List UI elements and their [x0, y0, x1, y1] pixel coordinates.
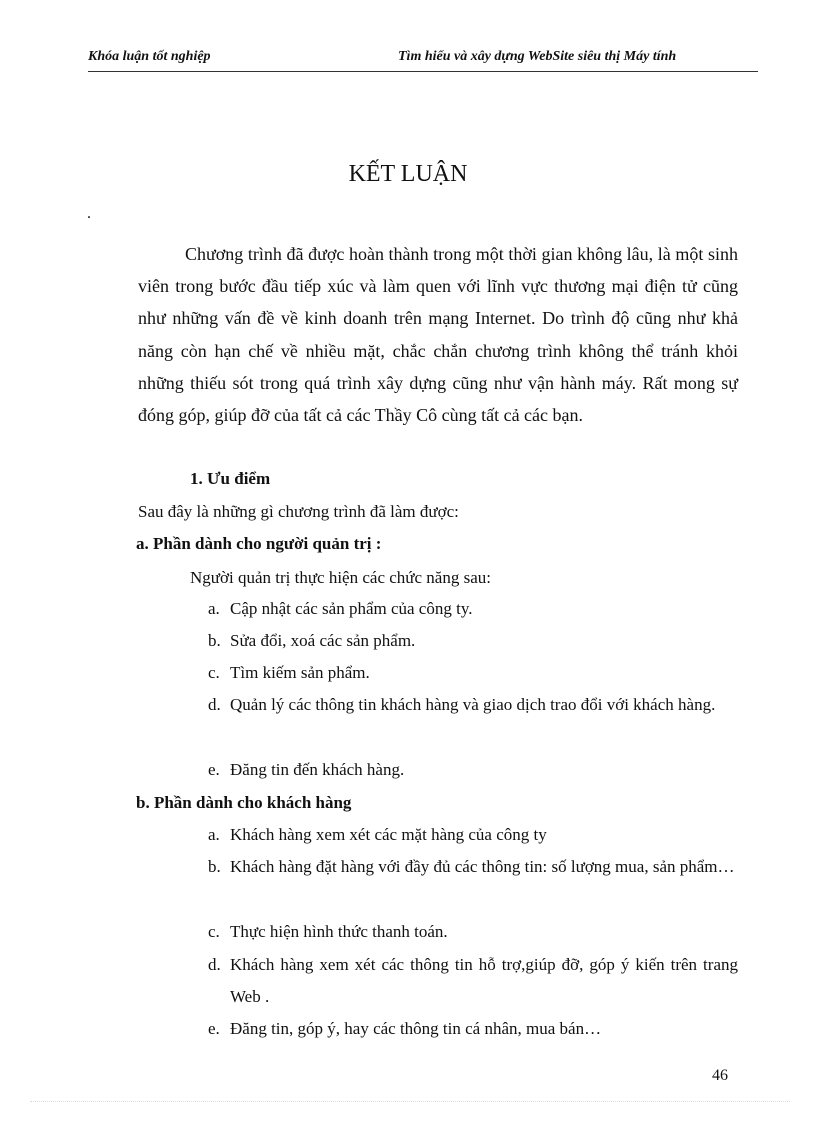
stray-mark: .: [87, 205, 91, 222]
customer-heading: b. Phần dành cho khách hàng: [136, 793, 352, 812]
section-heading-advantages: 1. Ưu điểm: [190, 469, 271, 488]
list-marker: d.: [208, 955, 221, 974]
list-item-text: Sửa đổi, xoá các sản phẩm.: [230, 631, 416, 650]
list-marker: b.: [208, 631, 221, 650]
customer-list-item: [208, 819, 738, 851]
customer-list-item: [208, 916, 738, 948]
bottom-divider: [30, 1101, 790, 1102]
customer-list-item: [208, 1013, 738, 1045]
admin-lead: Người quản trị thực hiện các chức năng sau:: [190, 568, 491, 587]
list-item-text: Khách hàng xem xét các thông tin hỗ trợ,giúp đỡ, góp ý kiến trên trang Web .: [230, 955, 738, 1006]
admin-list-item: [208, 754, 738, 786]
list-item-text: Tìm kiếm sản phẩm.: [230, 663, 370, 682]
list-marker: e.: [208, 1019, 220, 1038]
admin-list-item: [208, 593, 738, 625]
list-marker: c.: [208, 663, 220, 682]
list-marker: e.: [208, 760, 220, 779]
list-item-text: Khách hàng xem xét các mặt hàng của công ty: [230, 825, 547, 844]
list-marker: a.: [208, 825, 220, 844]
header-divider: [88, 71, 758, 72]
customer-list-item: [208, 949, 738, 1013]
section-lead: Sau đây là những gì chương trình đã làm được:: [138, 502, 459, 521]
customer-list-item: [208, 851, 738, 883]
list-item-text: Thực hiện hình thức thanh toán.: [230, 922, 448, 941]
admin-list-item: [208, 657, 738, 689]
list-marker: a.: [208, 599, 220, 618]
page-title: KẾT LUẬN: [348, 161, 468, 187]
list-item-text: Khách hàng đặt hàng với đầy đủ các thông tin: số lượng mua, sản phẩm…: [230, 857, 735, 876]
admin-list-item: [208, 689, 738, 721]
list-marker: b.: [208, 857, 221, 876]
admin-heading: a. Phần dành cho người quản trị :: [136, 534, 382, 553]
intro-paragraph: Chương trình đã được hoàn thành trong một thời gian không lâu, là một sinh viên trong bước đầu tiếp xúc và làm quen với lĩnh vực thương mại điện tử cũng như những vấn đề về kinh doanh trên mạng Internet. Do trình độ cũng như khả năng còn hạn chế về nhiều mặt, chắc chắn chương trình không thể tránh khỏi những thiếu sót trong quá trình xây dựng cũng như vận hành máy. Rất mong sự đóng góp, giúp đỡ của tất cả các Thầy Cô cùng tất cả các bạn.: [138, 244, 738, 426]
header-right-title: Tìm hiểu và xây dựng WebSite siêu thị Máy tính: [398, 49, 677, 64]
list-marker: c.: [208, 922, 220, 941]
page-number: 46: [712, 1067, 728, 1084]
list-item-text: Đăng tin đến khách hàng.: [230, 760, 405, 779]
list-item-text: Cập nhật các sản phẩm của công ty.: [230, 599, 473, 618]
list-item-text: Quản lý các thông tin khách hàng và giao dịch trao đổi với khách hàng.: [230, 695, 716, 714]
list-item-text: Đăng tin, góp ý, hay các thông tin cá nhân, mua bán…: [230, 1019, 602, 1038]
admin-list-item: [208, 625, 738, 657]
header-left-title: Khóa luận tốt nghiệp: [88, 49, 211, 64]
list-marker: d.: [208, 695, 221, 714]
